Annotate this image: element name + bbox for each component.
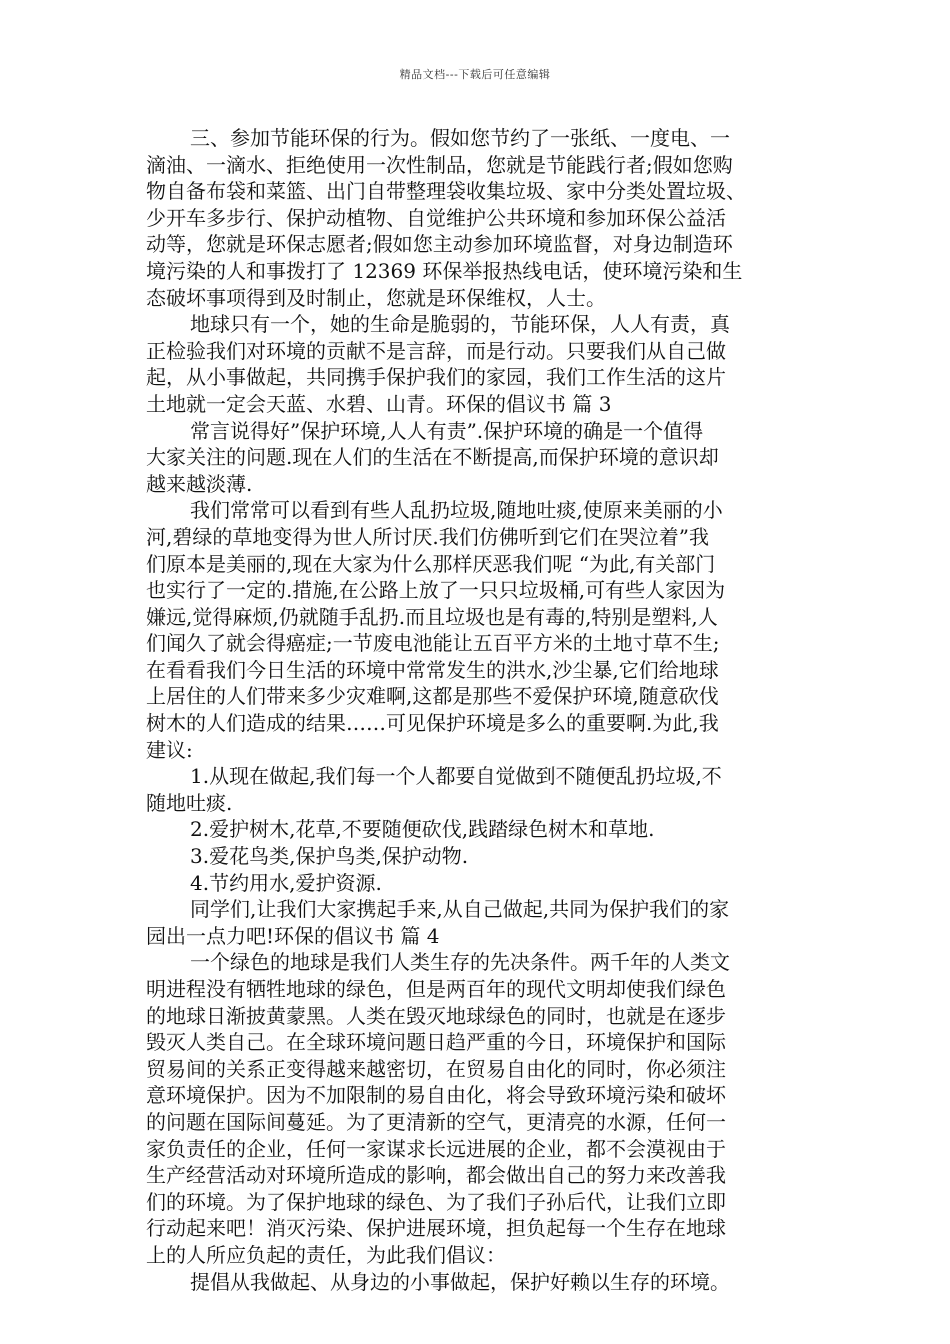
text-line: 们原本是美丽的,现在大家为什么那样厌恶我们呢 “为此,有关部门 [146, 551, 716, 576]
text-line: 起，从小事做起，共同携手保护我们的家园，我们工作生活的这片 [146, 365, 726, 390]
text-line: 生产经营活动对环境所造成的影响，都会做出自己的努力来改善我 [146, 1163, 726, 1188]
text-line: 境污染的人和事拨打了 12369 环保举报热线电话，使环境污染和生 [146, 258, 743, 283]
text-line: 少开车多步行、保护动植物、自觉维护公共环境和参加环保公益活 [146, 205, 726, 230]
text-line: 毁灭人类自己。在全球环境问题日趋严重的今日，环境保护和国际 [146, 1030, 726, 1055]
text-line: 3.爱花鸟类,保护鸟类,保护动物. [190, 844, 469, 869]
text-line: 我们常常可以看到有些人乱扔垃圾,随地吐痰,使原来美丽的小 [190, 498, 723, 523]
document-body [146, 125, 816, 1295]
text-line: 正检验我们对环境的贡献不是言辞，而是行动。只要我们从自己做 [146, 338, 726, 363]
text-line: 们闻久了就会得癌症;一节废电池能让五百平方米的土地寸草不生; [146, 631, 720, 656]
text-line: 土地就一定会天蓝、水碧、山青。环保的倡议书 篇 3 [146, 391, 612, 416]
text-line: 2.爱护树木,花草,不要随便砍伐,践踏绿色树木和草地. [190, 817, 655, 842]
text-line: 一个绿色的地球是我们人类生存的先决条件。两千年的人类文 [190, 950, 730, 975]
text-line: 物自备布袋和菜篮、出门自带整理袋收集垃圾、家中分类处置垃圾、 [146, 179, 746, 204]
text-line: 大家关注的问题.现在人们的生活在不断提高,而保护环境的意识却 [146, 445, 719, 470]
text-line: 上居住的人们带来多少灾难啊,这都是那些不爱保护环境,随意砍伐 [146, 684, 719, 709]
text-line: 提倡从我做起、从身边的小事做起，保护好赖以生存的环境。 [190, 1269, 730, 1294]
text-line: 同学们,让我们大家携起手来,从自己做起,共同为保护我们的家 [190, 897, 730, 922]
text-line: 滴油、一滴水、拒绝使用一次性制品，您就是节能践行者;假如您购 [146, 152, 733, 177]
text-line: 园出一点力吧!环保的倡议书 篇 4 [146, 923, 440, 948]
text-line: 1.从现在做起,我们每一个人都要自觉做到不随便乱扔垃圾,不 [190, 764, 722, 789]
text-line: 地球只有一个，她的生命是脆弱的，节能环保，人人有责，真 [190, 312, 730, 337]
text-line: 动等，您就是环保志愿者;假如您主动参加环境监督，对身边制造环 [146, 232, 733, 257]
text-line: 随地吐痰. [146, 790, 233, 815]
text-line: 4.节约用水,爱护资源. [190, 870, 382, 895]
text-line: 河,碧绿的草地变得为世人所讨厌.我们仿佛听到它们在哭泣着”我 [146, 524, 709, 549]
text-line: 家负责任的企业，任何一家谋求长远进展的企业，都不会漠视由于 [146, 1136, 726, 1161]
text-line: 的问题在国际间蔓延。为了更清新的空气，更清亮的水源，任何一 [146, 1109, 726, 1134]
text-line: 上的人所应负起的责任，为此我们倡议： [146, 1242, 506, 1267]
text-line: 树木的人们造成的结果……可见保护环境是多么的重要啊.为此,我 [146, 711, 719, 736]
text-line: 态破坏事项得到及时制止，您就是环保维权，人士。 [146, 285, 606, 310]
text-line: 行动起来吧！消灭污染、保护进展环境，担负起每一个生存在地球 [146, 1216, 726, 1241]
text-line: 意环境保护。因为不加限制的易自由化，将会导致环境污染和破坏 [146, 1083, 726, 1108]
page-header: 精品文档---下载后可任意编辑 [399, 68, 551, 81]
text-line: 们的环境。为了保护地球的绿色、为了我们子孙后代，让我们立即 [146, 1189, 726, 1214]
text-line: 在看看我们今日生活的环境中常常发生的洪水,沙尘暴,它们给地球 [146, 657, 719, 682]
text-line: 贸易间的关系正变得越来越密切，在贸易自由化的同时，你必须注 [146, 1056, 726, 1081]
text-line: 嫌远,觉得麻烦,仍就随手乱扔.而且垃圾也是有毒的,特别是塑料,人 [146, 604, 718, 629]
text-line: 三、参加节能环保的行为。假如您节约了一张纸、一度电、一 [190, 126, 730, 150]
text-line: 也实行了一定的.措施,在公路上放了一只只垃圾桶,可有些人家因为 [146, 578, 726, 603]
text-line: 的地球日渐披黄蒙黑。人类在毁灭地球绿色的同时，也就是在逐步 [146, 1003, 726, 1028]
text-line: 越来越淡薄. [146, 471, 253, 496]
text-line: 明进程没有牺牲地球的绿色，但是两百年的现代文明却使我们绿色 [146, 977, 726, 1001]
text-line: 建议: [146, 737, 193, 762]
text-line: 常言说得好”保护环境,人人有责”.保护环境的确是一个值得 [190, 418, 704, 443]
